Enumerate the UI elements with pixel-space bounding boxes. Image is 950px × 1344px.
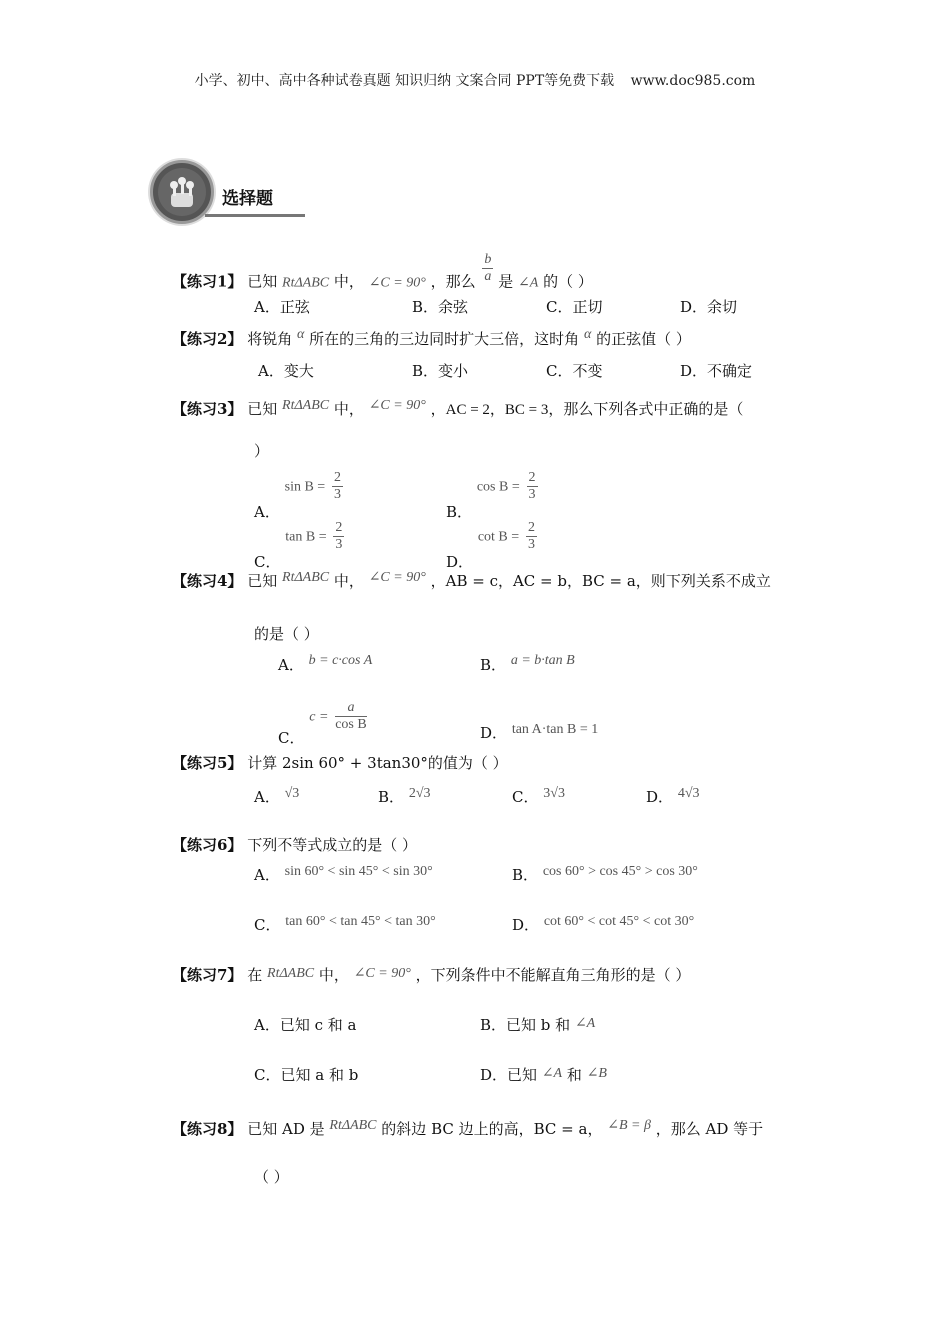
- q6-opt-c-letter: C．: [254, 916, 281, 934]
- header-left-text: 小学、初中、高中各种试卷真题 知识归纳 文案合同 PPT等免费下载: [194, 73, 615, 89]
- den: 3: [333, 487, 341, 502]
- q5-option-a[interactable]: [254, 786, 299, 807]
- q1-angle-a: ∠A: [517, 275, 539, 291]
- q4-opt-c-letter: C．: [278, 728, 305, 747]
- q7-opt-d-text: D．已知: [480, 1066, 538, 1084]
- q4-stem: [172, 570, 771, 591]
- q7-opt-d-and: 和: [566, 1066, 582, 1084]
- q7-option-a[interactable]: A．已知 c 和 a: [254, 1016, 357, 1034]
- q3-option-c[interactable]: [254, 520, 344, 571]
- q5-option-b[interactable]: [378, 786, 431, 807]
- q6-opt-d-expr: cot 60° < cot 45° < cot 30°: [543, 914, 695, 929]
- q2-text-a: 将锐角: [247, 330, 293, 348]
- q3-opt-a-expr: sin B =: [284, 479, 326, 495]
- q7-opt-b-angle: ∠A: [574, 1016, 596, 1031]
- q1-stem: [172, 252, 593, 299]
- den: 3: [528, 487, 536, 502]
- q4-angle-c: ∠C = 90°: [368, 570, 426, 585]
- q7-label: 【练习7】: [172, 966, 243, 984]
- q8-text-d: （ ）: [254, 1168, 289, 1186]
- q3-option-a[interactable]: [254, 470, 343, 521]
- q2-stem: [172, 328, 691, 349]
- q5-opt-c-letter: C．: [512, 788, 539, 806]
- q4-opt-c-den: cos B: [335, 717, 367, 732]
- q2-option-b[interactable]: B．变小: [412, 362, 469, 380]
- q4-option-d[interactable]: [480, 722, 598, 743]
- q4-triangle: RtΔABC: [282, 570, 330, 585]
- q3-opt-d-frac: [526, 520, 537, 553]
- q7-text-a: 在: [247, 966, 263, 984]
- q4-opt-c-lhs: c =: [309, 709, 329, 725]
- q5-option-c[interactable]: [512, 786, 565, 807]
- q7-stem: [172, 964, 690, 985]
- num: 2: [528, 470, 536, 485]
- section-underline: [205, 214, 305, 217]
- q1-text-a: 已知: [247, 272, 278, 291]
- q4-opt-d-letter: D．: [480, 724, 508, 742]
- q3-text-d: ）: [254, 442, 270, 460]
- q6-opt-a-letter: A．: [254, 866, 280, 884]
- q4-text-d: 的是（ ）: [254, 625, 319, 643]
- q8-angle-b: ∠B = β: [607, 1118, 651, 1133]
- q3-opt-a-frac: [332, 470, 343, 503]
- q6-option-d[interactable]: [512, 914, 694, 935]
- q3-option-d[interactable]: [446, 520, 537, 571]
- q2-label: 【练习2】: [172, 330, 243, 348]
- num: 2: [335, 520, 343, 535]
- q7-opt-b-text: B．已知 b 和: [480, 1016, 571, 1034]
- q1-angle-c: ∠C = 90°: [368, 275, 426, 291]
- q6-label: 【练习6】: [172, 836, 243, 854]
- q1-triangle: RtΔABC: [282, 275, 330, 291]
- q8-triangle: RtΔABC: [329, 1118, 377, 1133]
- q7-option-d[interactable]: [480, 1064, 607, 1085]
- q3-option-b[interactable]: [446, 470, 538, 521]
- q4-opt-d-expr: tan A·tan B = 1: [511, 722, 599, 737]
- q2-text-b: 所在的三角的三边同时扩大三倍，这时角: [309, 330, 580, 348]
- q5-opt-d-expr: 4√3: [677, 786, 700, 801]
- q6-stem: [172, 834, 417, 855]
- q2-option-d[interactable]: D．不确定: [680, 362, 753, 380]
- q1-text-e: 的（ ）: [543, 272, 593, 291]
- section-title: 选择题: [222, 189, 273, 209]
- q4-opt-c-frac: [335, 700, 367, 733]
- q3-triangle: RtΔABC: [282, 398, 330, 413]
- q6-opt-c-expr: tan 60° < tan 45° < tan 30°: [285, 914, 436, 929]
- q4-opt-b-letter: B．: [480, 656, 507, 674]
- q4-opt-a-letter: A．: [278, 656, 304, 674]
- cast-icon-graphic: [153, 163, 211, 221]
- den: 3: [527, 537, 535, 552]
- q4-option-b[interactable]: [480, 648, 575, 674]
- q4-opt-b-expr: a = b·tan B: [510, 653, 575, 668]
- q5-opt-a-letter: A．: [254, 788, 280, 806]
- q1-text-d: 是: [498, 272, 514, 291]
- page-header: [0, 70, 950, 90]
- q7-text-c: ，下列条件中不能解直角三角形的是（ ）: [415, 966, 691, 984]
- q5-opt-c-expr: 3√3: [543, 786, 565, 801]
- q3-text-b: 中，: [333, 400, 364, 418]
- q5-stem: [172, 752, 508, 773]
- q6-opt-b-letter: B．: [512, 866, 539, 884]
- q7-opt-d-angle-a: ∠A: [541, 1066, 563, 1081]
- q5-opt-b-expr: 2√3: [408, 786, 431, 801]
- q1-text-b: 中，: [333, 272, 364, 291]
- q7-angle-c: ∠C = 90°: [353, 966, 411, 981]
- q5-opt-d-letter: D．: [646, 788, 674, 806]
- q3-opt-d-expr: cot B =: [477, 529, 520, 545]
- num: 2: [527, 520, 535, 535]
- q1-option-b[interactable]: B．余弦: [412, 298, 469, 316]
- q7-opt-d-angle-b: ∠B: [586, 1066, 607, 1081]
- q5-text: 计算 2sin 60° + 3tan30°的值为（ ）: [247, 754, 508, 772]
- q3-opt-c-letter: C．: [254, 552, 281, 571]
- q3-opt-b-letter: B．: [446, 502, 473, 521]
- q4-option-a[interactable]: [278, 648, 373, 674]
- q4-opt-a-expr: b = c·cos A: [308, 653, 373, 668]
- q2-text-c: 的正弦值（ ）: [596, 330, 691, 348]
- q4-text-b: 中，: [333, 572, 364, 590]
- q6-opt-a-expr: sin 60° < sin 45° < sin 30°: [284, 864, 433, 879]
- q6-opt-b-expr: cos 60° > cos 45° > cos 30°: [542, 864, 698, 879]
- q8-text-c: ，那么 AD 等于: [655, 1120, 764, 1138]
- q8-label: 【练习8】: [172, 1120, 243, 1138]
- q6-option-b[interactable]: [512, 864, 698, 885]
- q4-opt-c-num: a: [335, 700, 367, 717]
- header-url[interactable]: www.doc985.com: [630, 73, 756, 89]
- q3-opt-d-letter: D．: [446, 552, 474, 571]
- q2-alpha: α: [297, 327, 305, 342]
- q5-label: 【练习5】: [172, 754, 243, 772]
- q1-frac-num: b: [484, 252, 492, 267]
- q4-text-c: ，AB = c，AC = b，BC = a，则下列关系不成立: [430, 572, 771, 590]
- q3-opt-a-letter: A．: [254, 502, 280, 521]
- q7-option-b[interactable]: [480, 1014, 595, 1035]
- q6-text: 下列不等式成立的是（ ）: [247, 836, 417, 854]
- q8-stem: [172, 1118, 763, 1139]
- q3-text-c: ，AC = 2，BC = 3，那么下列各式中正确的是（: [430, 402, 744, 418]
- q3-stem: [172, 398, 743, 419]
- num: 2: [333, 470, 341, 485]
- q2-alpha-2: α: [583, 327, 592, 342]
- q8-text-a: 已知 AD 是: [247, 1120, 325, 1138]
- q6-option-c[interactable]: [254, 914, 436, 935]
- q4-text-a: 已知: [247, 572, 278, 590]
- q8-text-b: 的斜边 BC 边上的高，BC = a，: [381, 1120, 603, 1138]
- q1-option-d[interactable]: D．余切: [680, 298, 738, 316]
- q3-opt-b-expr: cos B =: [476, 479, 520, 495]
- q2-option-c[interactable]: C．不变: [546, 362, 603, 380]
- q3-opt-c-expr: tan B =: [285, 529, 327, 545]
- q5-option-d[interactable]: [646, 786, 700, 807]
- q1-frac-den: a: [484, 269, 492, 284]
- q1-label: 【练习1】: [172, 272, 243, 291]
- q3-text-a: 已知: [247, 400, 278, 418]
- q4-label: 【练习4】: [172, 572, 243, 590]
- den: 3: [335, 537, 343, 552]
- q4-option-c[interactable]: [278, 700, 367, 747]
- q1-option-a[interactable]: A．正弦: [254, 298, 310, 316]
- q6-option-a[interactable]: [254, 864, 433, 885]
- q1-text-c: ，那么: [430, 272, 476, 291]
- q3-opt-b-frac: [527, 470, 538, 503]
- q1-fraction: [482, 252, 493, 285]
- q3-angle-c: ∠C = 90°: [368, 398, 426, 413]
- q7-text-b: 中，: [318, 966, 349, 984]
- q3-label: 【练习3】: [172, 400, 243, 418]
- q5-opt-b-letter: B．: [378, 788, 405, 806]
- q2-option-a[interactable]: A．变大: [258, 362, 314, 380]
- q7-triangle: RtΔABC: [267, 966, 315, 981]
- q5-opt-a-expr: √3: [284, 786, 300, 801]
- q1-option-c[interactable]: C．正切: [546, 298, 603, 316]
- q3-opt-c-frac: [333, 520, 344, 553]
- q6-opt-d-letter: D．: [512, 916, 540, 934]
- q7-option-c[interactable]: C．已知 a 和 b: [254, 1066, 359, 1084]
